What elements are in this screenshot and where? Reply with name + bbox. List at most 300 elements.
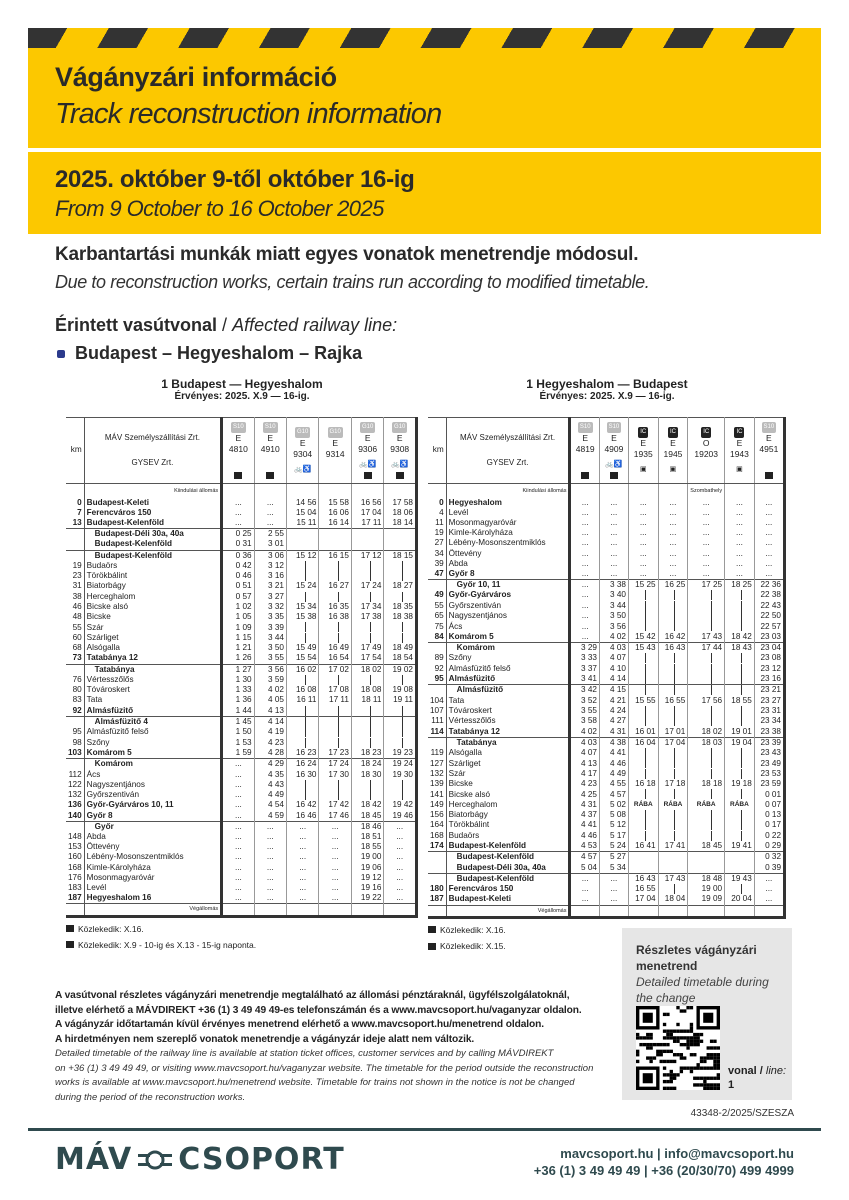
pass-through-line: [741, 820, 742, 830]
time-cell: 0 07: [754, 800, 784, 810]
table-row: [428, 569, 785, 580]
time-cell: ...: [254, 863, 286, 873]
pass-through-line: [645, 664, 646, 674]
qr-module: [703, 1080, 706, 1083]
time-cell: ...: [754, 884, 784, 894]
time-cell: 16 49: [319, 643, 351, 653]
table-row: [66, 842, 417, 852]
qr-module: [690, 1053, 693, 1056]
table-row: [66, 790, 417, 800]
time-cell: ...: [384, 873, 417, 883]
time-cell: 19 46: [384, 811, 417, 822]
start-station-row: [66, 484, 417, 498]
time-cell: [688, 748, 725, 758]
footnote-mark-icon: [266, 472, 274, 479]
pass-through-line: [741, 590, 742, 600]
time-cell: 5 17: [599, 831, 628, 841]
qr-module: [686, 1066, 689, 1069]
time-cell: 5 24: [599, 841, 628, 852]
time-cell: ...: [222, 873, 254, 883]
table-row: [428, 528, 785, 538]
time-cell: 17 44: [688, 643, 725, 654]
table-row: [66, 675, 417, 685]
pass-through-line: [338, 571, 339, 581]
qr-module: [636, 1053, 639, 1056]
station-name: Budapest-Kelenföld: [84, 518, 221, 529]
km-cell: [66, 904, 84, 916]
train-class: E: [332, 438, 339, 448]
pass-through-line: [741, 831, 742, 841]
time-cell: 18 11: [351, 695, 383, 705]
km-header: km: [428, 418, 446, 484]
time-cell: 18 55: [351, 842, 383, 852]
time-cell: [628, 758, 658, 768]
qr-module: [717, 1060, 720, 1063]
footnote-mark: [225, 471, 251, 482]
pass-through-line: [645, 590, 646, 600]
km-cell: 168: [428, 831, 446, 841]
time-cell: 17 24: [319, 759, 351, 770]
time-cell: 0 13: [754, 810, 784, 820]
train-class: E: [670, 438, 676, 448]
time-cell: ...: [599, 508, 628, 518]
pass-through-line: [645, 810, 646, 820]
station-name: Győrszentiván: [84, 790, 221, 800]
time-cell: 4 55: [599, 779, 628, 789]
km-cell: 174: [428, 841, 446, 852]
time-cell: 3 29: [570, 643, 599, 654]
time-cell: ...: [688, 569, 725, 580]
end-cell: [688, 905, 725, 917]
qr-module: [717, 1046, 720, 1049]
table-row: [428, 508, 785, 518]
time-cell: ...: [254, 842, 286, 852]
time-cell: 3 55: [570, 706, 599, 716]
time-cell: 3 37: [570, 664, 599, 674]
time-cell: ...: [628, 559, 658, 569]
time-cell: ...: [599, 528, 628, 538]
table-row: [428, 653, 785, 663]
time-cell: 3 50: [254, 643, 286, 653]
table-row: [428, 810, 785, 820]
pass-through-line: [711, 653, 712, 663]
km-cell: 65: [428, 611, 446, 621]
table-row: [66, 529, 417, 540]
end-cell: [658, 905, 688, 917]
time-cell: [351, 561, 383, 571]
station-name: Herceghalom: [446, 800, 570, 810]
time-cell: 17 49: [351, 643, 383, 653]
time-cell: 4 59: [254, 811, 286, 822]
pass-through-line: [305, 592, 306, 602]
time-cell: [384, 592, 417, 602]
train-column-header: [570, 418, 599, 484]
pass-through-line: [645, 653, 646, 663]
time-cell: [658, 611, 688, 621]
station-name: Tatabánya: [446, 737, 570, 748]
table-row: [428, 769, 785, 779]
qr-module: [710, 1077, 713, 1080]
qr-module: [646, 1046, 649, 1049]
time-cell: [658, 820, 688, 830]
train-category-badge: S10: [607, 422, 622, 433]
qr-module: [639, 1036, 642, 1039]
affected-line-name: Budapest – Hegyeshalom – Rajka: [75, 343, 363, 363]
time-cell: ...: [688, 559, 725, 569]
time-cell: 0 57: [222, 592, 254, 602]
time-cell: ...: [319, 832, 351, 842]
qr-module: [666, 1050, 669, 1053]
footnote-mark-icon: [234, 472, 242, 479]
time-cell: [319, 716, 351, 727]
time-cell: [725, 590, 755, 600]
footer-en-line: Detailed timetable of the railway line is available at station ticket offices, customer services and by calling MÁVDIREKT: [55, 1048, 554, 1059]
train-number: 1943: [729, 449, 749, 459]
qr-module: [696, 1043, 699, 1046]
time-cell: 23 08: [754, 653, 784, 663]
qr-module: [656, 1043, 659, 1046]
time-cell: 5 34: [599, 863, 628, 874]
qr-module: [666, 1030, 669, 1033]
time-cell: [688, 831, 725, 841]
start-label: Kiindulási állomás: [84, 484, 221, 498]
km-cell: 92: [428, 664, 446, 674]
qr-module: [663, 1043, 666, 1046]
qr-module: [717, 1073, 720, 1076]
station-name: Törökbálint: [446, 820, 570, 830]
time-cell: [351, 529, 383, 540]
time-cell: [384, 622, 417, 632]
time-cell: [628, 852, 658, 863]
station-name: Herceghalom: [84, 592, 221, 602]
station-name: Komárom: [446, 643, 570, 654]
time-cell: [384, 727, 417, 737]
km-cell: 156: [428, 810, 446, 820]
table-row: [428, 779, 785, 789]
time-cell: 0 42: [222, 561, 254, 571]
qr-module: [700, 1033, 703, 1036]
time-cell: 16 56: [351, 498, 383, 508]
pass-through-line: [674, 685, 675, 695]
time-cell: ...: [754, 518, 784, 528]
time-cell: 4 29: [254, 759, 286, 770]
time-cell: 19 11: [384, 695, 417, 705]
time-cell: [286, 727, 318, 737]
qr-module: [710, 1046, 713, 1049]
pass-through-line: [305, 738, 306, 748]
qr-module: [636, 1036, 639, 1039]
time-cell: 18 15: [384, 550, 417, 561]
km-cell: 55: [66, 622, 84, 632]
time-cell: 19 42: [384, 800, 417, 810]
end-cell: [384, 904, 417, 916]
km-cell: 127: [428, 758, 446, 768]
end-cell: [286, 904, 318, 916]
pass-through-line: [645, 706, 646, 716]
pass-through-line: [645, 601, 646, 611]
train-category-badge: S10: [231, 422, 246, 433]
footer-divider: [28, 1128, 821, 1131]
service-icon: 🚲♿: [358, 460, 377, 468]
time-cell: 4 31: [599, 727, 628, 738]
time-cell: 5 02: [599, 800, 628, 810]
time-cell: 17 04: [628, 894, 658, 905]
time-cell: 4 23: [570, 779, 599, 789]
time-cell: 3 32: [254, 602, 286, 612]
footnote-mark-icon: [428, 943, 436, 950]
qr-module: [673, 1073, 676, 1076]
pass-through-line: [711, 748, 712, 758]
time-cell: [658, 674, 688, 685]
table-row: [428, 800, 785, 810]
table-row: [66, 832, 417, 842]
time-cell: 17 43: [658, 873, 688, 884]
table-row: [66, 706, 417, 717]
station-name: Almásfüzitő: [446, 685, 570, 696]
time-cell: 4 54: [254, 800, 286, 810]
qr-module: [670, 1033, 673, 1036]
qr-module: [673, 1030, 676, 1033]
footer-hu-line: A vágányzár időtartamán kívül érvényes menetrend elérhető a www.mavcsoport.hu/menetrend oldalon.: [55, 1019, 544, 1030]
time-cell: 15 42: [628, 632, 658, 643]
time-cell: 17 23: [319, 748, 351, 759]
time-cell: 15 54: [286, 653, 318, 664]
time-cell: 16 11: [286, 695, 318, 705]
qr-module: [690, 1030, 693, 1033]
qr-module: [703, 1087, 706, 1090]
km-cell: [428, 905, 446, 917]
qr-module: [690, 1043, 693, 1046]
time-cell: 18 54: [384, 653, 417, 664]
qr-module: [713, 1040, 716, 1043]
time-cell: [286, 592, 318, 602]
qr-module: [676, 1006, 679, 1009]
km-cell: 80: [66, 685, 84, 695]
time-cell: ...: [725, 549, 755, 559]
qr-module: [696, 1063, 699, 1066]
time-cell: 18 42: [351, 800, 383, 810]
time-cell: ...: [254, 883, 286, 893]
time-cell: 17 04: [658, 737, 688, 748]
time-cell: 16 38: [319, 612, 351, 622]
qr-module: [690, 1026, 693, 1029]
time-cell: 18 03: [688, 737, 725, 748]
station-name: Tóvároskert: [84, 685, 221, 695]
qr-module: [717, 1087, 720, 1090]
time-cell: 3 44: [599, 601, 628, 611]
table-row: [66, 498, 417, 508]
train-category-badge: IC: [734, 427, 744, 438]
timetable-validity: Érvényes: 2025. X.9 — 16-ig.: [539, 391, 675, 402]
qr-code-icon[interactable]: [636, 1006, 720, 1090]
time-cell: 5 27: [599, 852, 628, 863]
station-name: Bicske: [446, 779, 570, 789]
table-row: [66, 612, 417, 622]
table-row: [428, 498, 785, 508]
time-cell: 23 43: [754, 748, 784, 758]
pass-through-line: [402, 727, 403, 737]
time-cell: ...: [599, 559, 628, 569]
train-category-badge: IC: [701, 427, 711, 438]
time-cell: 4 49: [599, 769, 628, 779]
qr-module: [683, 1043, 686, 1046]
time-cell: 22 36: [754, 580, 784, 591]
time-cell: [658, 590, 688, 600]
pass-through-line: [741, 706, 742, 716]
train-number: 4910: [260, 443, 280, 454]
time-cell: ...: [222, 811, 254, 822]
time-cell: 18 48: [688, 873, 725, 884]
footer-en-line: during the period of the reconstruction works.: [55, 1091, 246, 1103]
train-category-badge: S10: [578, 422, 593, 433]
qr-module: [707, 1056, 710, 1059]
qr-module: [703, 1066, 706, 1069]
time-cell: 3 12: [254, 561, 286, 571]
time-cell: 15 43: [628, 643, 658, 654]
time-cell: [319, 622, 351, 632]
qr-module: [646, 1043, 649, 1046]
time-cell: [658, 653, 688, 663]
pass-through-line: [711, 601, 712, 611]
time-cell: ...: [222, 518, 254, 529]
time-cell: [688, 674, 725, 685]
time-cell: 18 38: [384, 612, 417, 622]
contact-web-email[interactable]: mavcsoport.hu | info@mavcsoport.hu: [560, 1146, 794, 1161]
time-cell: ...: [688, 498, 725, 508]
qr-module: [680, 1043, 683, 1046]
time-cell: 0 17: [754, 820, 784, 830]
time-cell: 16 02: [286, 664, 318, 675]
station-name: Almásfüzitő: [84, 706, 221, 717]
time-cell: 23 27: [754, 696, 784, 706]
km-cell: 107: [428, 706, 446, 716]
time-cell: [628, 789, 658, 799]
table-row: [66, 716, 417, 727]
affected-sep: /: [217, 315, 233, 335]
time-cell: [725, 653, 755, 663]
end-cell: [351, 904, 383, 916]
time-cell: 0 32: [754, 852, 784, 863]
time-cell: 17 43: [688, 632, 725, 643]
pass-through-line: [711, 716, 712, 726]
time-cell: 15 04: [286, 508, 318, 518]
pass-through-line: [741, 621, 742, 631]
qr-module: [683, 1030, 686, 1033]
train-column-header: [658, 418, 688, 484]
time-cell: 15 24: [286, 581, 318, 591]
station-name: Tatabánya 12: [446, 727, 570, 738]
pass-through-line: [645, 748, 646, 758]
time-cell: ...: [754, 498, 784, 508]
qr-module: [663, 1050, 666, 1053]
qr-module: [703, 1056, 706, 1059]
station-name: Budaörs: [446, 831, 570, 841]
qr-module: [660, 1053, 663, 1056]
time-cell: ...: [222, 842, 254, 852]
footnote-text: Közlekedik: X.16.: [440, 924, 506, 935]
table-row: [66, 695, 417, 705]
time-cell: [351, 790, 383, 800]
time-cell: 5 12: [599, 820, 628, 830]
km-cell: 187: [66, 893, 84, 904]
pass-through-line: [711, 769, 712, 779]
pass-through-line: [711, 621, 712, 631]
km-cell: 76: [66, 675, 84, 685]
pass-through-line: [674, 820, 675, 830]
start-cell: [254, 484, 286, 498]
service-icon-empty: [573, 459, 596, 471]
qr-module: [646, 1036, 649, 1039]
start-cell: [222, 484, 254, 498]
time-cell: ...: [222, 893, 254, 904]
time-cell: [351, 738, 383, 748]
pass-through-line: [402, 780, 403, 790]
time-cell: 1 59: [222, 748, 254, 759]
station-name: Győr-Gyárváros: [446, 590, 570, 600]
start-cell: [384, 484, 417, 498]
time-cell: 1 50: [222, 727, 254, 737]
time-cell: 3 33: [570, 653, 599, 663]
time-cell: 5 04: [570, 863, 599, 874]
time-cell: ...: [222, 883, 254, 893]
pass-through-line: [741, 748, 742, 758]
time-cell: [384, 716, 417, 727]
qr-module: [713, 1056, 716, 1059]
time-cell: [384, 706, 417, 717]
time-cell: ...: [658, 518, 688, 528]
time-cell: ...: [628, 508, 658, 518]
pass-through-line: [370, 561, 371, 571]
pass-through-line: [674, 769, 675, 779]
qr-module: [717, 1056, 720, 1059]
qr-module: [703, 1060, 706, 1063]
station-name: Hegyeshalom: [446, 498, 570, 508]
time-cell: 4 38: [599, 737, 628, 748]
qr-module: [666, 1060, 669, 1063]
pass-through-line: [338, 622, 339, 632]
qr-module: [663, 1087, 666, 1090]
station-name: Szőny: [84, 738, 221, 748]
time-cell: ...: [286, 863, 318, 873]
time-cell: [628, 831, 658, 841]
time-cell: [286, 633, 318, 643]
time-cell: 19 08: [384, 685, 417, 695]
page-subtitle: Track reconstruction information: [55, 98, 442, 130]
pass-through-line: [305, 561, 306, 571]
time-cell: [658, 621, 688, 631]
time-cell: [319, 539, 351, 550]
qr-module: [693, 1077, 696, 1080]
train-number: 9306: [358, 443, 378, 454]
pass-through-line: [711, 674, 712, 684]
qr-module: [693, 1033, 696, 1036]
time-cell: 19 12: [351, 873, 383, 883]
qr-module: [717, 1063, 720, 1066]
station-name: Szárliget: [84, 633, 221, 643]
bullet-icon: [57, 350, 65, 358]
pass-through-line: [402, 571, 403, 581]
footnote-mark-icon: [66, 925, 74, 932]
table-row: [66, 518, 417, 529]
pass-through-line: [402, 633, 403, 643]
qr-module: [680, 1066, 683, 1069]
km-cell: 7: [66, 508, 84, 518]
time-cell: 16 46: [286, 811, 318, 822]
time-cell: 4 15: [599, 685, 628, 696]
qr-module: [690, 1070, 693, 1073]
table-row: [66, 539, 417, 550]
qr-module: [710, 1040, 713, 1043]
